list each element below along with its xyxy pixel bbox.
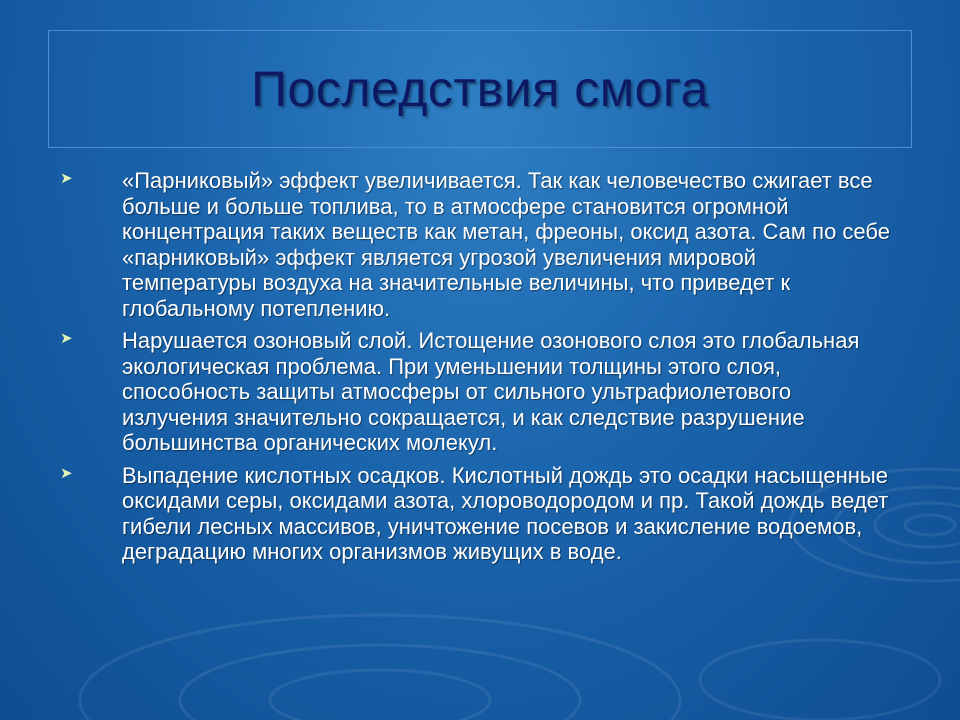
bullet-text: Выпадение кислотных осадков. Кислотный дождь это осадки насыщенные оксидами серы, оксидами азота, хлороводородом и пр. Такой дождь ведет гибели лесных массивов, уничтожение посевов и закисление водоемов, деградацию многих организмов живущих в воде. [122, 462, 889, 564]
bullet-list [56, 168, 896, 572]
bullet-item-1 [56, 168, 896, 321]
bullet-item-2 [56, 328, 896, 456]
slide-title: Последствия смога [251, 61, 709, 117]
bullet-item-3 [56, 463, 896, 565]
arrow-bullet-icon: ➤ [60, 330, 73, 347]
arrow-bullet-icon: ➤ [60, 464, 73, 482]
bullet-text: «Парниковый» эффект увеличивается. Так как человечество сжигает все больше и больше топлива, то в атмосфере становится огромной концентрация таких веществ как метан, фреоны, оксид азота. Сам по себе «парниковый» эффект является угрозой увеличения мировой температуры воздуха на значительные величины, что приведет к глобальному потеплению. [122, 168, 890, 321]
title-frame [48, 30, 912, 148]
bullet-text: Нарушается озоновый слой. Истощение озонового слоя это глобальная экологическая проблема. При уменьшении толщины этого слоя, способность защиты атмосферы от сильного ультрафиолетового излучения значительно сокращается, и как следствие разрушение большинства органических молекул. [122, 328, 860, 455]
arrow-bullet-icon: ➤ [60, 170, 73, 187]
